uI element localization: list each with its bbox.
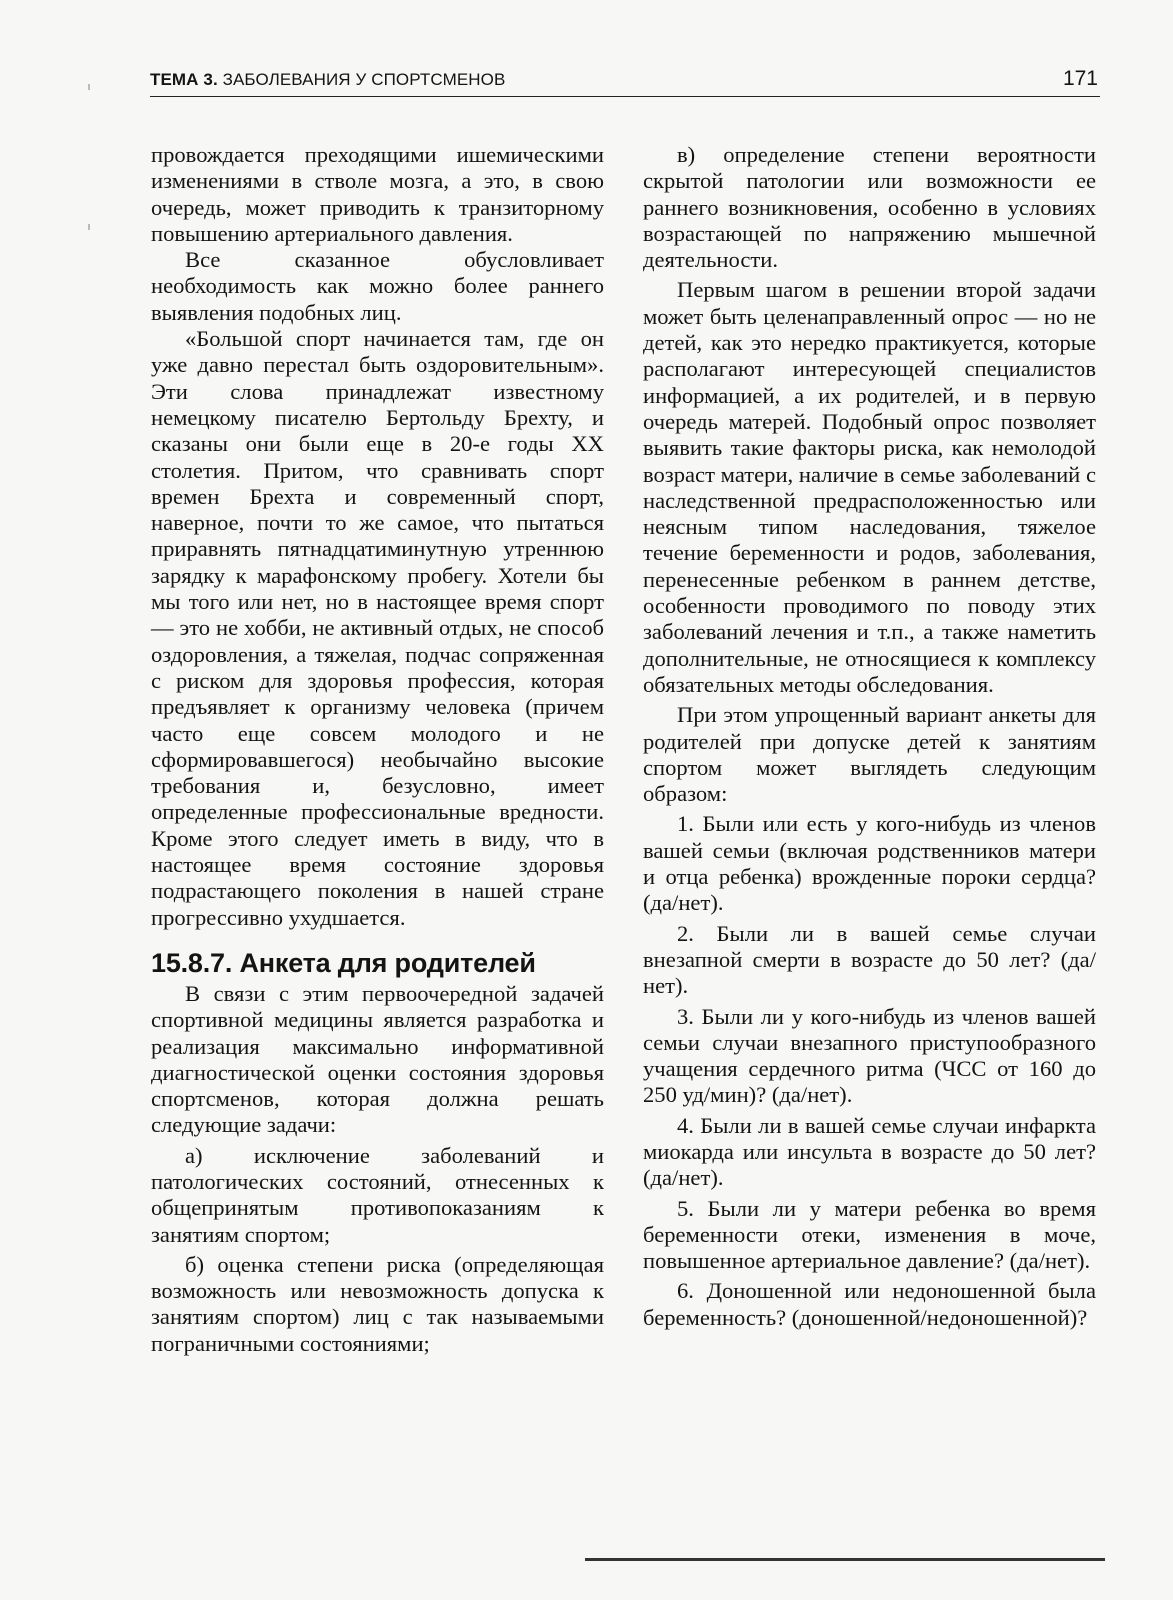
scan-artifact: [88, 84, 90, 90]
chapter-label: ТЕМА 3.: [150, 70, 218, 89]
list-item: б) оценка степени риска (определяющая возможность или невозможность допуска к занятиям спортом) лиц с так называемыми пограничными состояниями;: [151, 1251, 604, 1356]
scan-artifact: [88, 224, 90, 230]
section-heading: 15.8.7. Анкета для родителей: [151, 947, 536, 978]
questionnaire-item: 1. Были или есть у кого-нибудь из членов вашей семьи (включая родственников матери и отца ребенка) врожденные пороки сердца? (да/нет).: [643, 811, 1096, 916]
right-column: [643, 142, 1096, 1331]
left-column: [151, 142, 604, 1357]
questionnaire-item: 3. Были ли у кого-нибудь из членов вашей семьи случаи внезапного приступообразного учащения сердечного ритма (ЧСС от 160 до 250 уд/мин)? (да/нет).: [643, 1003, 1096, 1108]
paragraph: При этом упрощенный вариант анкеты для родителей при допуске детей к занятиям спортом может выглядеть следующим образом:: [643, 702, 1096, 807]
questionnaire-item: 2. Были ли в вашей семье случаи внезапной смерти в возрасте до 50 лет? (да/нет).: [643, 920, 1096, 999]
chapter-name: ЗАБОЛЕВАНИЯ У СПОРТСМЕНОВ: [217, 70, 506, 89]
list-item: в) определение степени вероятности скрытой патологии или возможности ее раннего возникновения, особенно в условиях возрастающей по напряжению мышечной деятельности.: [643, 142, 1096, 273]
chapter-title: [150, 70, 505, 90]
paragraph: В связи с этим первоочередной задачей спортивной медицины является разработка и реализация максимально информативной диагностической оценки состояния здоровья спортсменов, которая должна решать следующие задачи:: [151, 980, 604, 1138]
page-number: 171: [1062, 67, 1098, 90]
running-header: [150, 66, 1100, 97]
paragraph: «Большой спорт начинается там, где он уже давно перестал быть оздоровительным». Эти слова принадлежат известному немецкому писателю Бертольду Брехту, и сказаны они были еще в 20-е годы XX столетия. Притом, что сравнивать спорт времен Брехта и современный спорт, наверное, почти то же самое, что пытаться приравнять пятнадцатиминутную утреннюю зарядку к марафонскому пробегу. Хотели бы мы того или нет, но в настоящее время спорт — это не хобби, не активный отдых, не способ оздоровления, а тяжелая, подчас сопряженная с риском для здоровья профессия, которая предъявляет к организму человека (причем часто еще совсем молодого и не сформировавшегося) необычайно высокие требования и, безусловно, имеет определенные профессиональные вредности. Кроме этого следует иметь в виду, что в настоящее время состояние здоровья подрастающего поколения в нашей стране прогрессивно ухудшается.: [151, 326, 604, 930]
bottom-rule: [585, 1558, 1105, 1561]
questionnaire-item: 6. Доношенной или недоношенной была беременность? (доношенной/недоношенной)?: [643, 1278, 1096, 1330]
questionnaire-item: 5. Были ли у матери ребенка во время беременности отеки, изменения в моче, повышенное артериальное давление? (да/нет).: [643, 1195, 1096, 1274]
paragraph: Первым шагом в решении второй задачи может быть целенаправленный опрос — но не детей, как это нередко практикуется, которые располагают интересующей специалистов информацией, а их родителей, и в первую очередь матерей. Подобный опрос позволяет выявить такие факторы риска, как немолодой возраст матери, наличие в семье заболеваний с наследственной предрасположенностью или неясным типом наследования, тяжелое течение беременности и родов, заболевания, перенесенные ребенком в раннем детстве, особенности проводимого по поводу этих заболеваний лечения и т.п., а также наметить дополнительные, не относящиеся к комплексу обязательных методы обследования.: [643, 277, 1096, 697]
questionnaire-item: 4. Были ли в вашей семье случаи инфаркта миокарда или инсульта в возрасте до 50 лет? (да/нет).: [643, 1112, 1096, 1191]
list-item: а) исключение заболеваний и патологических состояний, отнесенных к общепринятым противопоказаниям к занятиям спортом;: [151, 1142, 604, 1247]
paragraph: провождается преходящими ишемическими изменениями в стволе мозга, а это, в свою очередь, может приводить к транзиторному повышению артериального давления.: [151, 142, 604, 246]
paragraph: Все сказанное обусловливает необходимость как можно более раннего выявления подобных лиц.: [151, 247, 604, 325]
